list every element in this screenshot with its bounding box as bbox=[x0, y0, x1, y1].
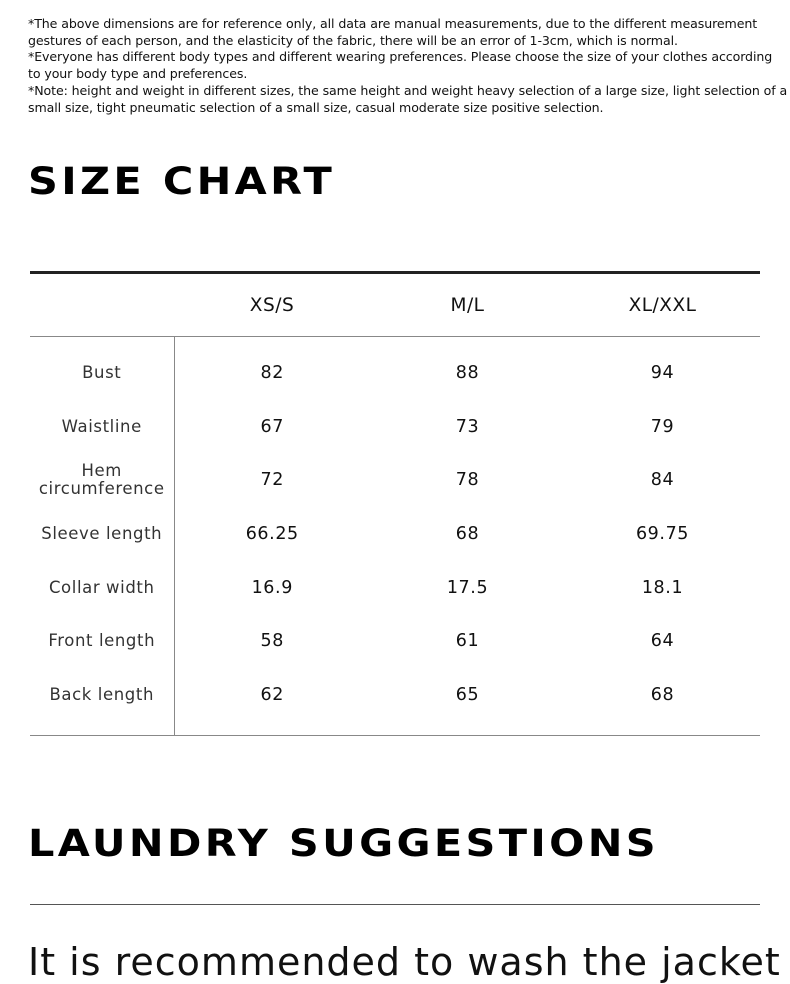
measurement-notes bbox=[28, 16, 788, 116]
laundry-divider bbox=[30, 904, 760, 905]
table-header-row bbox=[30, 274, 760, 337]
size-chart-table bbox=[30, 274, 760, 736]
table-row bbox=[30, 614, 760, 668]
table-cell: 58 bbox=[260, 631, 284, 652]
table-cell: 88 bbox=[455, 362, 480, 383]
table-cell: 79 bbox=[650, 416, 675, 437]
table-cell: 18.1 bbox=[641, 577, 684, 598]
table-cell: 16.9 bbox=[251, 577, 293, 598]
table-cell: 82 bbox=[260, 362, 284, 383]
table-cell: 68 bbox=[455, 523, 480, 544]
note-height-weight: *Note: height and weight in different sizes, the same height and weight heavy selection of a large size, light selection of a small size, tight pneumatic selection of a small size, casual moderate size positive selection. bbox=[28, 82, 788, 115]
row-label: Sleeve length bbox=[30, 507, 174, 561]
laundry-text-cut: It is recommended to wash the jacket bbox=[28, 940, 781, 984]
table-row bbox=[30, 400, 760, 454]
table-row bbox=[30, 561, 760, 615]
table-cell: 17.5 bbox=[446, 577, 489, 598]
note-dimensions: *The above dimensions are for reference only, all data are manual measurements, due to the different measurement gestures of each person, and the elasticity of the fabric, there will be an error of 1-3cm, which is normal. bbox=[28, 16, 758, 48]
row-label: Hem circumference bbox=[30, 453, 174, 507]
table-row bbox=[30, 337, 760, 400]
table-row bbox=[30, 507, 760, 561]
note-body-types: *Everyone has different body types and different wearing preferences. Please choose the size of your clothes according to your body type and preferences. bbox=[28, 49, 773, 82]
table-cell: 68 bbox=[565, 668, 760, 735]
table-cell: 62 bbox=[174, 668, 370, 735]
row-label: Collar width bbox=[30, 561, 174, 615]
row-label: Waistline bbox=[30, 400, 174, 454]
table-cell: 69.75 bbox=[635, 523, 690, 544]
table-cell: 72 bbox=[260, 470, 284, 491]
table-cell: 78 bbox=[455, 470, 480, 491]
row-label: Front length bbox=[30, 614, 174, 668]
table-cell: 64 bbox=[650, 631, 675, 652]
table-cell: 65 bbox=[370, 668, 565, 735]
laundry-title: LAUNDRY SUGGESTIONS bbox=[28, 822, 659, 865]
row-label: Back length bbox=[30, 668, 174, 735]
table-cell: 94 bbox=[650, 362, 675, 383]
size-chart-title: SIZE CHART bbox=[28, 160, 336, 203]
table-cell: 61 bbox=[455, 631, 480, 652]
table-cell: 84 bbox=[650, 470, 675, 491]
column-header-xs-s: XS/S bbox=[174, 274, 370, 337]
column-header-empty bbox=[30, 274, 174, 337]
table-cell: 73 bbox=[455, 416, 480, 437]
table-row bbox=[30, 453, 760, 507]
table-row bbox=[30, 668, 760, 735]
table-cell: 66.25 bbox=[245, 523, 299, 544]
column-header-m-l: M/L bbox=[370, 274, 565, 337]
column-header-xl-xxl: XL/XXL bbox=[565, 274, 760, 337]
table-cell: 67 bbox=[260, 416, 284, 437]
row-label: Bust bbox=[30, 337, 174, 400]
